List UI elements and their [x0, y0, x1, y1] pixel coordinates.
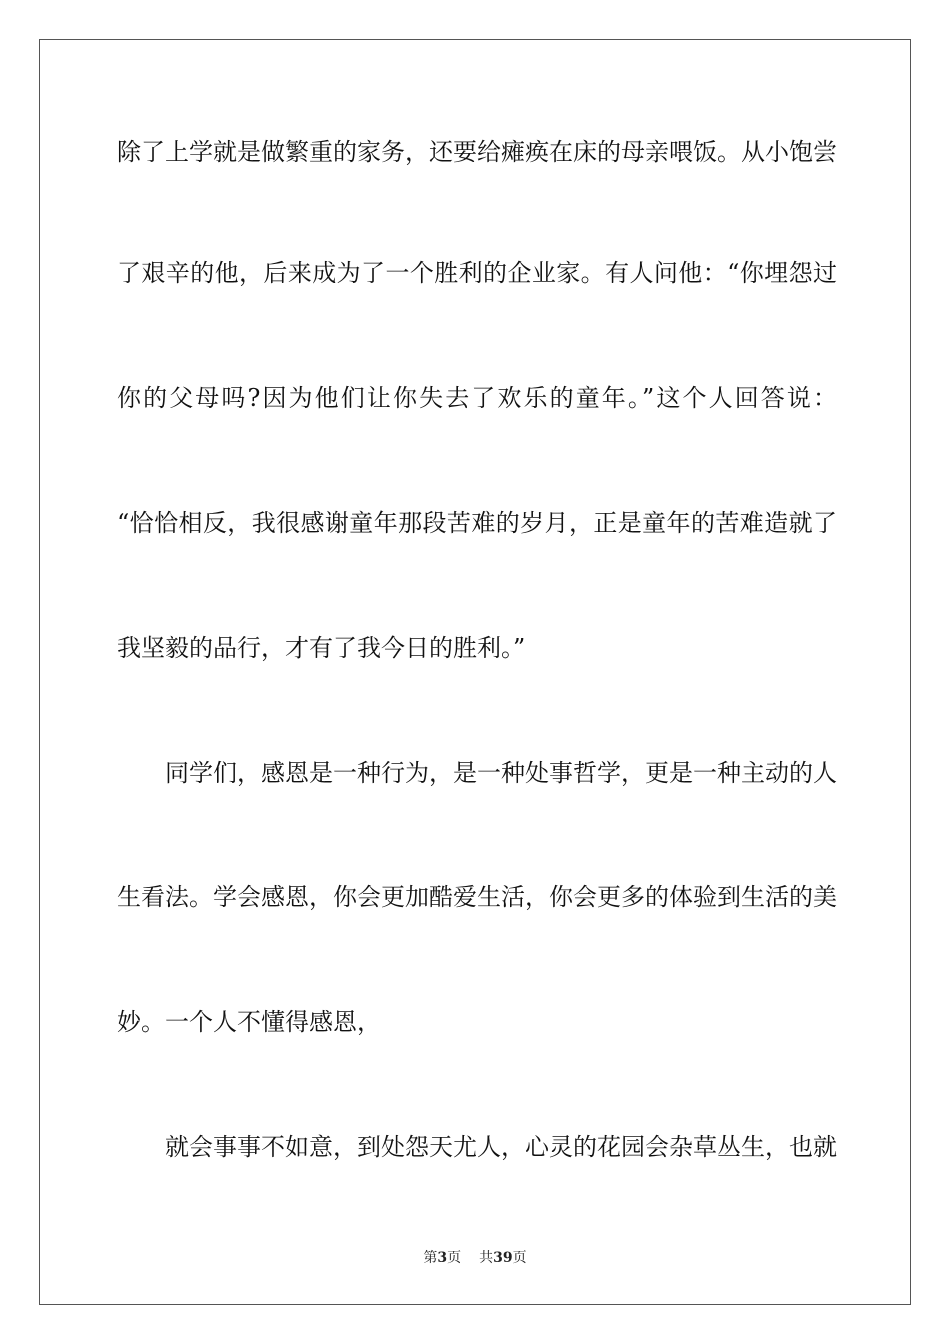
text-line-6: 同学们，感恩是一种行为，是一种处事哲学，更是一种主动的人 — [117, 759, 837, 787]
page-suffix: 页 — [447, 1250, 462, 1266]
total-prefix: 共 — [479, 1250, 494, 1266]
text-line-1: 除了上学就是做繁重的家务，还要给瘫痪在床的母亲喂饭。从小饱尝 — [117, 138, 837, 166]
text-line-5: 我坚毅的品行，才有了我今日的胜利。” — [117, 634, 526, 662]
page-border — [39, 39, 911, 1305]
text-line-8: 妙。一个人不懂得感恩， — [117, 1008, 381, 1036]
text-line-9: 就会事事不如意，到处怨天尤人，心灵的花园会杂草丛生，也就 — [117, 1133, 837, 1161]
total-pages: 39 — [493, 1250, 513, 1266]
page-prefix: 第 — [423, 1250, 438, 1266]
page-number: 3 — [437, 1250, 448, 1266]
text-line-7: 生看法。学会感恩，你会更加酷爱生活，你会更多的体验到生活的美 — [117, 883, 837, 911]
text-line-4: “恰恰相反，我很感谢童年那段苦难的岁月，正是童年的苦难造就了 — [117, 509, 837, 537]
total-suffix: 页 — [512, 1250, 527, 1266]
text-line-2: 了艰辛的他，后来成为了一个胜利的企业家。有人问他：“你埋怨过 — [117, 259, 837, 287]
text-line-3: 你的父母吗?因为他们让你失去了欢乐的童年。”这个人回答说： — [117, 384, 837, 412]
page-footer — [0, 1247, 950, 1267]
